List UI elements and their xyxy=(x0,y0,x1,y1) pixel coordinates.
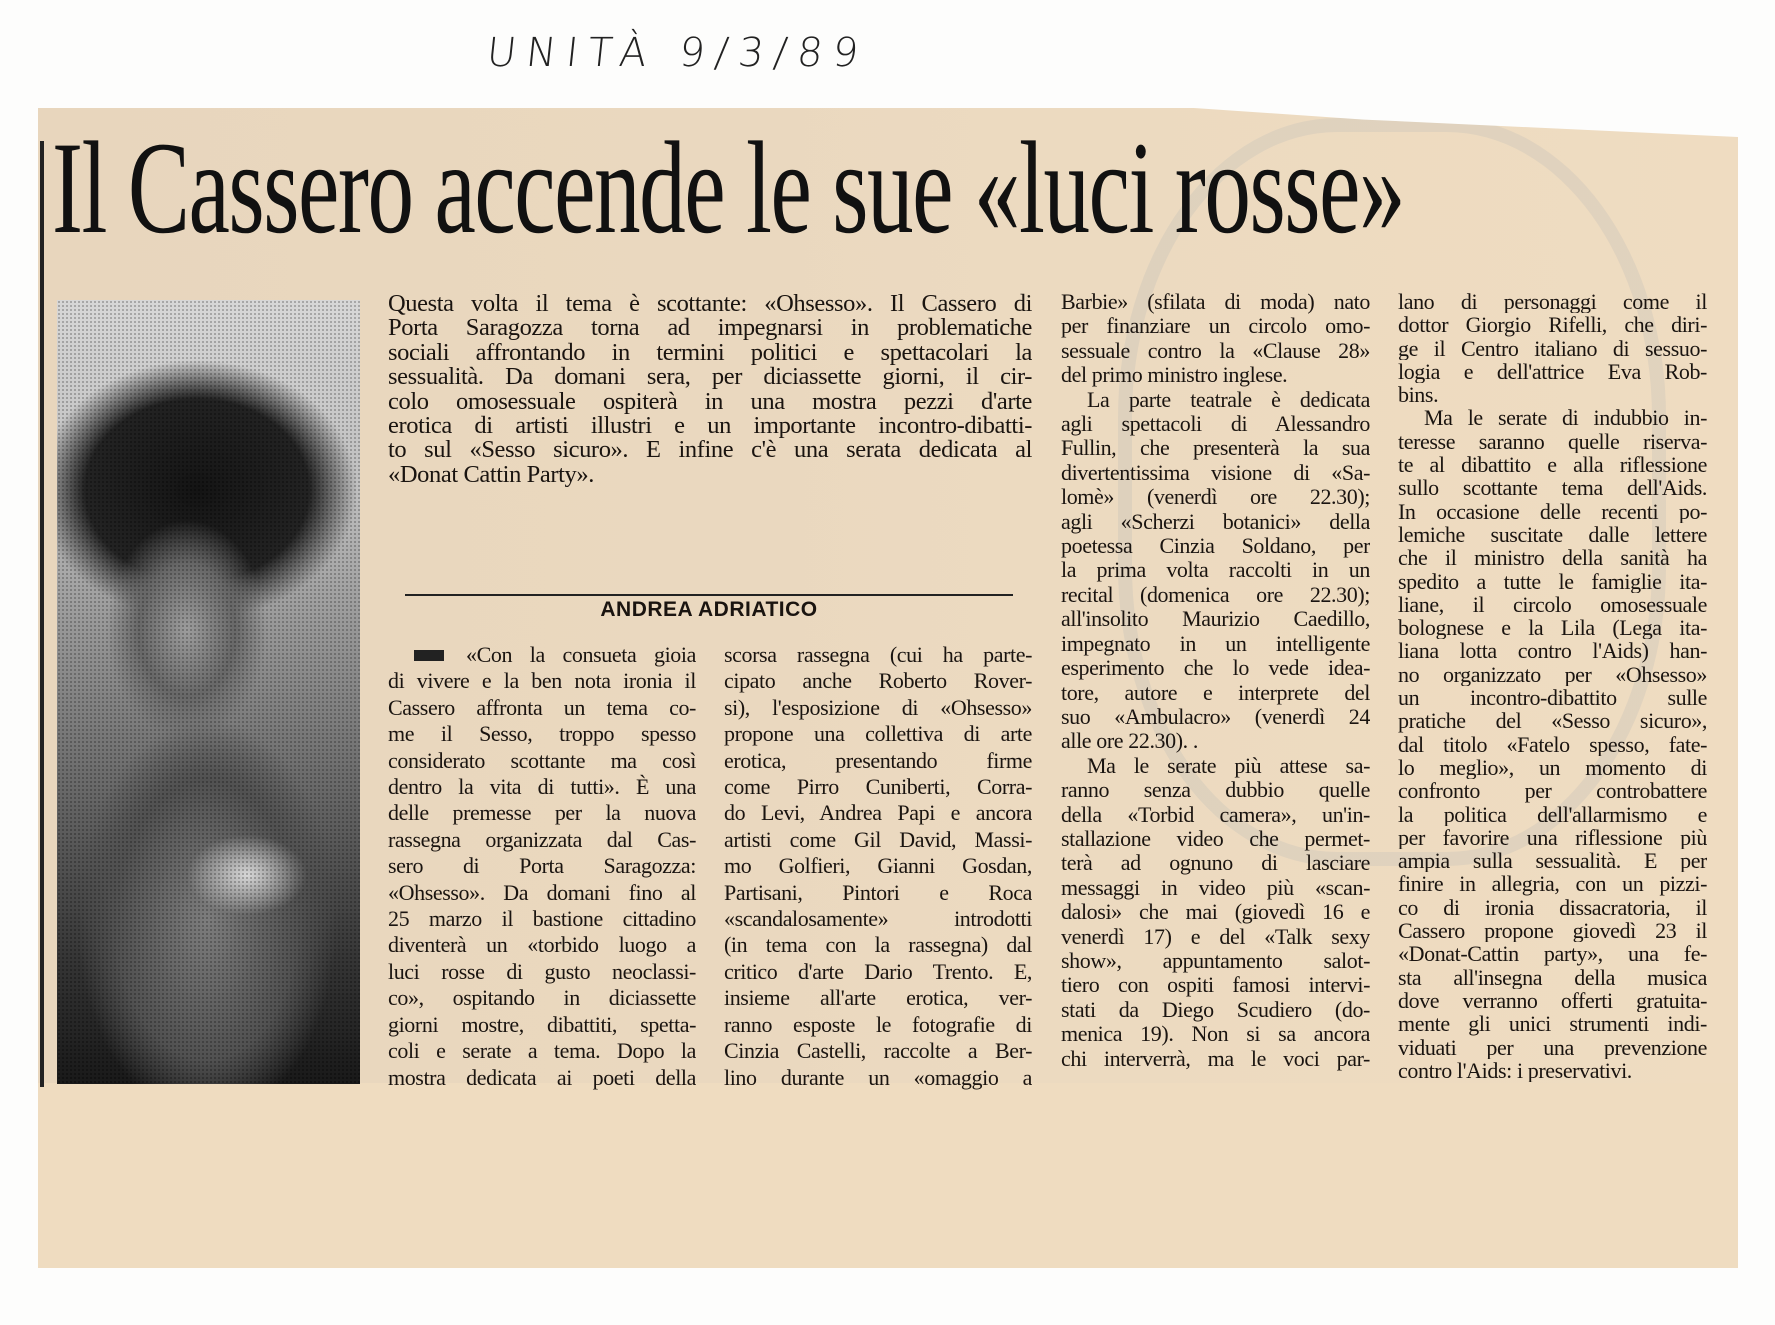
text-line: «scandalosamente» introdotti xyxy=(724,906,1032,932)
text-line: scorsa rassegna (cui ha parte- xyxy=(724,642,1032,667)
text-line: come Pirro Cuniberti, Corra- xyxy=(724,774,1032,800)
text-line: erotica di artisti illustri e un importante incontro-dibatti- xyxy=(388,414,1032,439)
byline-rule xyxy=(405,594,1013,596)
text-line xyxy=(388,642,696,668)
text-line: «Donat Cattin Party». xyxy=(388,462,594,488)
text-line: Ma le serate di indubbio in- xyxy=(1424,406,1707,430)
text-line: stallazione video che permet- xyxy=(1061,826,1370,851)
headline: Il Cassero accende le sue «luci rosse» xyxy=(52,114,1405,261)
text-line: lano di personaggi come il xyxy=(1398,290,1707,314)
text-line: lemiche suscitate dalle lettere xyxy=(1398,522,1707,547)
text-line: co», ospitando in diciassette xyxy=(388,985,696,1011)
text-line: coli e serate a tema. Dopo la xyxy=(388,1038,696,1064)
text-line: sullo scottante tema dell'Aids. xyxy=(1398,476,1707,500)
text-line: luci rosse di gusto neoclassi- xyxy=(388,958,696,984)
text-line: Cinzia Castelli, raccolte a Ber- xyxy=(724,1038,1032,1064)
article-column-3 xyxy=(1061,290,1370,1071)
text-line: sero di Porta Saragozza: xyxy=(388,853,696,879)
text-line: chi interverrà, ma le voci par- xyxy=(1061,1046,1370,1071)
text-line: propone una collettiva di arte xyxy=(724,721,1032,747)
text-line-content: «Con la consueta gioia xyxy=(466,642,696,667)
text-line: bins. xyxy=(1398,383,1439,407)
text-line: teresse saranno quelle riserva- xyxy=(1398,429,1707,454)
text-line: colo omosessuale ospiterà in una mostra pezzi d'arte xyxy=(388,389,1032,415)
text-line: un incontro-dibattito sulle xyxy=(1398,686,1707,710)
text-line: mostra dedicata ai poeti della xyxy=(388,1064,696,1090)
paragraph-marker-icon xyxy=(414,650,444,661)
text-line: «Donat-Cattin party», una fe- xyxy=(1398,942,1707,966)
text-line: terà ad ognuno di lasciare xyxy=(1061,851,1370,876)
article-column-4 xyxy=(1398,290,1707,1082)
text-line: che il ministro della sanità ha xyxy=(1398,546,1707,570)
text-line: mente gli unici strumenti indi- xyxy=(1398,1012,1707,1036)
text-line: poetessa Cinzia Soldano, per xyxy=(1061,534,1370,559)
text-line: to sul «Sesso sicuro». E infine c'è una serata dedicata al xyxy=(388,438,1032,463)
text-line: tore, autore e interprete del xyxy=(1061,680,1370,705)
text-line: 25 marzo il bastione cittadino xyxy=(388,906,696,932)
text-line: ranno esposte le fotografie di xyxy=(724,1011,1032,1037)
text-line: bolognese e la Lila (Lega ita- xyxy=(1398,616,1707,640)
text-line: la prima volta raccolti in un xyxy=(1061,558,1370,583)
text-line: Ma le serate più attese sa- xyxy=(1087,753,1370,778)
text-line: dal titolo «Fatelo spesso, fate- xyxy=(1398,732,1707,756)
text-line: per finanziare un circolo omo- xyxy=(1061,314,1370,339)
text-line: Barbie» (sfilata di moda) nato xyxy=(1061,290,1370,314)
text-line: del primo ministro inglese. xyxy=(1061,363,1288,388)
text-line: sociali affrontando in termini politici e spettacolari la xyxy=(388,340,1032,366)
text-line: della «Torbid camera», un'in- xyxy=(1061,802,1370,827)
text-line: La parte teatrale è dedicata xyxy=(1087,387,1370,412)
text-line: Cassero propone giovedì 23 il xyxy=(1398,919,1707,943)
text-line: In occasione delle recenti po- xyxy=(1398,499,1707,523)
text-line: dalosi» che mai (giovedì 16 e xyxy=(1061,900,1370,925)
text-line: Fullin, che presenterà la sua xyxy=(1061,436,1370,461)
text-line: viduati per una prevenzione xyxy=(1398,1035,1707,1059)
article-photo xyxy=(57,300,360,1084)
text-line: artisti come Gil David, Massi- xyxy=(724,826,1032,852)
article-column-1 xyxy=(388,642,696,1091)
column-rule xyxy=(40,141,44,1087)
text-line: liane, il circolo omosessuale xyxy=(1398,592,1707,617)
byline: ANDREA ADRIATICO xyxy=(600,598,818,621)
text-line: mo Golfieri, Gianni Gosdan, xyxy=(724,853,1032,879)
text-line: menica 19). Non si sa ancora xyxy=(1061,1022,1370,1047)
text-line: la politica dell'allarmismo e xyxy=(1398,802,1707,826)
text-line: Cassero affronta un tema co- xyxy=(388,694,696,720)
article-intro xyxy=(388,292,1032,487)
text-line: cipato anche Roberto Rover- xyxy=(724,668,1032,694)
text-line: liana lotta contro l'Aids) han- xyxy=(1398,639,1707,663)
text-line: erotica, presentando firme xyxy=(724,747,1032,773)
text-line: dottor Giorgio Rifelli, che diri- xyxy=(1398,313,1707,337)
text-line: considerato scottante ma così xyxy=(388,747,696,773)
text-line: lomè» (venerdì ore 22.30); xyxy=(1061,485,1370,510)
text-line: (in tema con la rassegna) dal xyxy=(724,932,1032,958)
text-line: delle premesse per la nuova xyxy=(388,800,696,826)
text-line: pratiche del «Sesso sicuro», xyxy=(1398,709,1707,733)
text-line: ranno senza dubbio quelle xyxy=(1061,778,1370,803)
text-line: giorni mostre, dibattiti, spetta- xyxy=(388,1011,696,1037)
text-line: Porta Saragozza torna ad impegnarsi in problematiche xyxy=(388,316,1032,341)
text-line: ampia sulla sessualità. E per xyxy=(1398,849,1707,873)
text-line: critico d'arte Dario Trento. E, xyxy=(724,958,1032,984)
text-line: agli «Scherzi botanici» della xyxy=(1061,509,1370,534)
text-line: te al dibattito e alla riflessione xyxy=(1398,453,1707,477)
text-line: co di ironia dissacratoria, il xyxy=(1398,895,1707,920)
text-line: tiero con ospiti famosi intervi- xyxy=(1061,973,1370,998)
text-line: Partisani, Pintori e Roca xyxy=(724,879,1032,905)
text-line: finire in allegria, con un pizzi- xyxy=(1398,872,1707,896)
text-line: agli spettacoli di Alessandro xyxy=(1061,412,1370,437)
text-line: Questa volta il tema è scottante: «Ohsesso». Il Cassero di xyxy=(388,292,1032,317)
text-line: do Levi, Andrea Papi e ancora xyxy=(724,800,1032,826)
article-column-2 xyxy=(724,642,1032,1091)
text-line: si), l'esposizione di «Ohsesso» xyxy=(724,694,1032,720)
text-line: sessuale contro la «Clause 28» xyxy=(1061,338,1370,363)
text-line: di vivere e la ben nota ironia il xyxy=(388,668,696,694)
text-line: show», appuntamento salot- xyxy=(1061,948,1370,973)
text-line: logia e dell'attrice Eva Rob- xyxy=(1398,359,1707,384)
text-line: confronto per controbattere xyxy=(1398,779,1707,803)
clipping-lower-margin xyxy=(38,1083,1738,1268)
text-line: messaggi in video più «scan- xyxy=(1061,875,1370,900)
text-line: per favorire una riflessione più xyxy=(1398,825,1707,850)
text-line: all'insolito Maurizio Caedillo, xyxy=(1061,607,1370,632)
text-line: contro l'Aids: i preservativi. xyxy=(1398,1058,1632,1083)
text-line: recital (domenica ore 22.30); xyxy=(1061,582,1370,607)
text-line: no organizzato per «Ohsesso» xyxy=(1398,662,1707,687)
text-line: insieme all'arte erotica, ver- xyxy=(724,985,1032,1011)
text-line: me il Sesso, troppo spesso xyxy=(388,721,696,747)
text-line: divertentissima visione di «Sa- xyxy=(1061,460,1370,485)
text-line: spedito a tutte le famiglie ita- xyxy=(1398,569,1707,593)
text-line: sessualità. Da domani sera, per diciassette giorni, il cir- xyxy=(388,365,1032,390)
text-line: lino durante un «omaggio a xyxy=(724,1064,1032,1090)
text-line: suo «Ambulacro» (venerdì 24 xyxy=(1061,704,1370,729)
text-line: sta all'insegna della musica xyxy=(1398,965,1707,989)
text-line: ge il Centro italiano di sessuo- xyxy=(1398,336,1707,360)
text-line: dove verranno offerti gratuita- xyxy=(1398,988,1707,1013)
text-line: diventerà un «torbido luogo a xyxy=(388,932,696,958)
text-line: rassegna organizzata dal Cas- xyxy=(388,826,696,852)
text-line: lo meglio», un momento di xyxy=(1398,755,1707,780)
text-line: «Ohsesso». Da domani fino al xyxy=(388,879,696,905)
text-line: impegnato in un intelligente xyxy=(1061,631,1370,656)
handwritten-source-date: UNITÀ 9/3/89 xyxy=(484,30,871,76)
text-line: alle ore 22.30). . xyxy=(1061,729,1198,754)
text-line: stati da Diego Scudiero (do- xyxy=(1061,997,1370,1022)
text-line: venerdì 17) e del «Talk sexy xyxy=(1061,924,1370,949)
text-line: esperimento che lo vede idea- xyxy=(1061,656,1370,681)
text-line: dentro la vita di tutti». È una xyxy=(388,774,696,800)
